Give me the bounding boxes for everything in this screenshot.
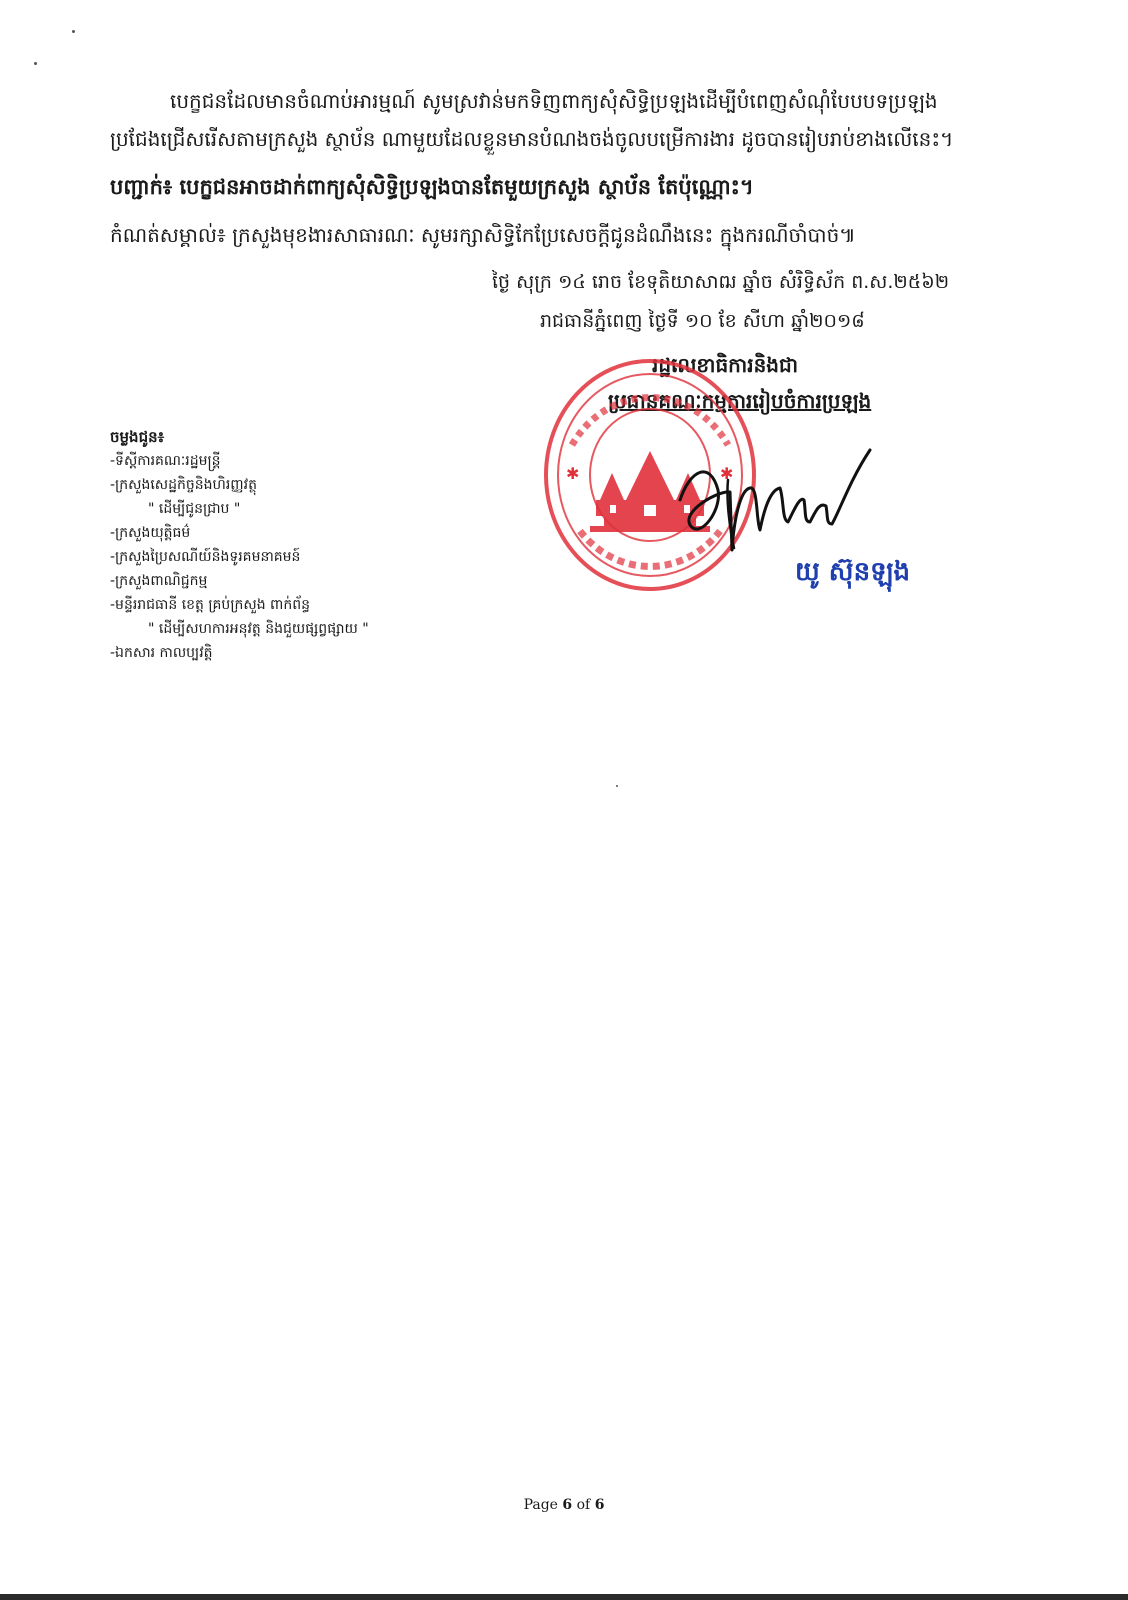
signatory-name: យូ ស៊ុនឡុង xyxy=(795,557,911,587)
note-label: កំណត់សម្គាល់៖ xyxy=(110,223,226,247)
footer-page-total: 6 xyxy=(594,1497,605,1513)
svg-text:✱: ✱ xyxy=(566,464,580,483)
cc-item: -ក្រសួងពាណិជ្ជកម្ម xyxy=(110,573,208,589)
cc-item: -ក្រសួងសេដ្ឋកិច្ចនិងហិរញ្ញវត្ថុ xyxy=(110,477,257,493)
warning-line xyxy=(110,174,754,205)
cc-item: -ឯកសារ កាលប្បវត្តិ xyxy=(110,645,213,661)
body-paragraph-line-2: ប្រជែងជ្រើសរើសតាមក្រសួង ស្ថាប័ន ណាមួយដែលខ្លួនមានបំណងចង់ចូលបម្រើការងារ ដូចបានរៀបរាប់ខាងលើនេះ។ xyxy=(110,127,954,151)
scan-bottom-edge xyxy=(0,1594,1128,1600)
footer-page-word: Page xyxy=(523,1497,558,1513)
body-paragraph-line-1: បេក្ខជនដែលមានចំណាប់អារម្មណ៍ សូមស្រវាន់មកទិញពាក្យសុំសិទ្ធិប្រឡងដើម្បីបំពេញសំណុំបែបបទប្រឡង xyxy=(170,89,938,113)
page-footer xyxy=(0,1497,1128,1513)
scan-speck xyxy=(72,30,75,33)
footer-page-number: 6 xyxy=(562,1497,573,1513)
note-text: ក្រសួងមុខងារសាធារណៈ សូមរក្សាសិទ្ធិកែប្រែសេចក្ដីជូនដំណឹងនេះ ក្នុងករណីចាំបាច់៕ xyxy=(232,223,856,247)
solar-date: រាជធានីភ្នំពេញ ថ្ងៃទី ១០ ខែ សីហា ឆ្នាំ២០១៨ xyxy=(540,310,865,332)
cc-item-note: " ដើម្បីជូនជ្រាប " xyxy=(148,501,241,517)
warning-label: បញ្ជាក់៖ xyxy=(110,175,173,199)
cc-item: -ទីស្ដីការគណៈរដ្ឋមន្ត្រី xyxy=(110,453,221,469)
cc-item: -ក្រសួងប្រៃសណីយ៍និងទូរគមនាគមន៍ xyxy=(110,549,301,565)
cc-item-note: " ដើម្បីសហការអនុវត្ត និងជួយផ្សព្វផ្សាយ " xyxy=(148,621,369,637)
cc-item: -មន្ទីររាជធានី ខេត្ត គ្រប់ក្រសួង ពាក់ព័ន្ធ xyxy=(110,597,311,613)
scan-speck xyxy=(616,785,618,787)
handwritten-signature xyxy=(670,430,900,560)
signatory-title-1: រដ្ឋលេខាធិការនិងជា xyxy=(652,353,798,377)
svg-text:✱: ✱ xyxy=(720,464,734,483)
lunar-date: ថ្ងៃ សុក្រ ១៤ រោច ខែទុតិយាសាឍ ឆ្នាំច សំរិទ្ធិស័ក ព.ស.២៥៦២ xyxy=(492,271,950,293)
cc-title: ចម្លងជូន៖ xyxy=(110,428,165,446)
cc-item: -ក្រសួងយុត្តិធម៌ xyxy=(110,525,191,541)
warning-text: បេក្ខជនអាចដាក់ពាក្យសុំសិទ្ធិប្រឡងបានតែមួយក្រសួង ស្ថាប័ន តែប៉ុណ្ណោះ។ xyxy=(179,175,754,199)
scan-speck xyxy=(34,62,37,65)
carbon-copy-list xyxy=(110,425,369,665)
note-line xyxy=(110,222,856,252)
signatory-title-2: ប្រធានគណៈកម្មការរៀបចំការប្រឡង xyxy=(608,389,872,413)
footer-of-word: of xyxy=(576,1497,591,1513)
